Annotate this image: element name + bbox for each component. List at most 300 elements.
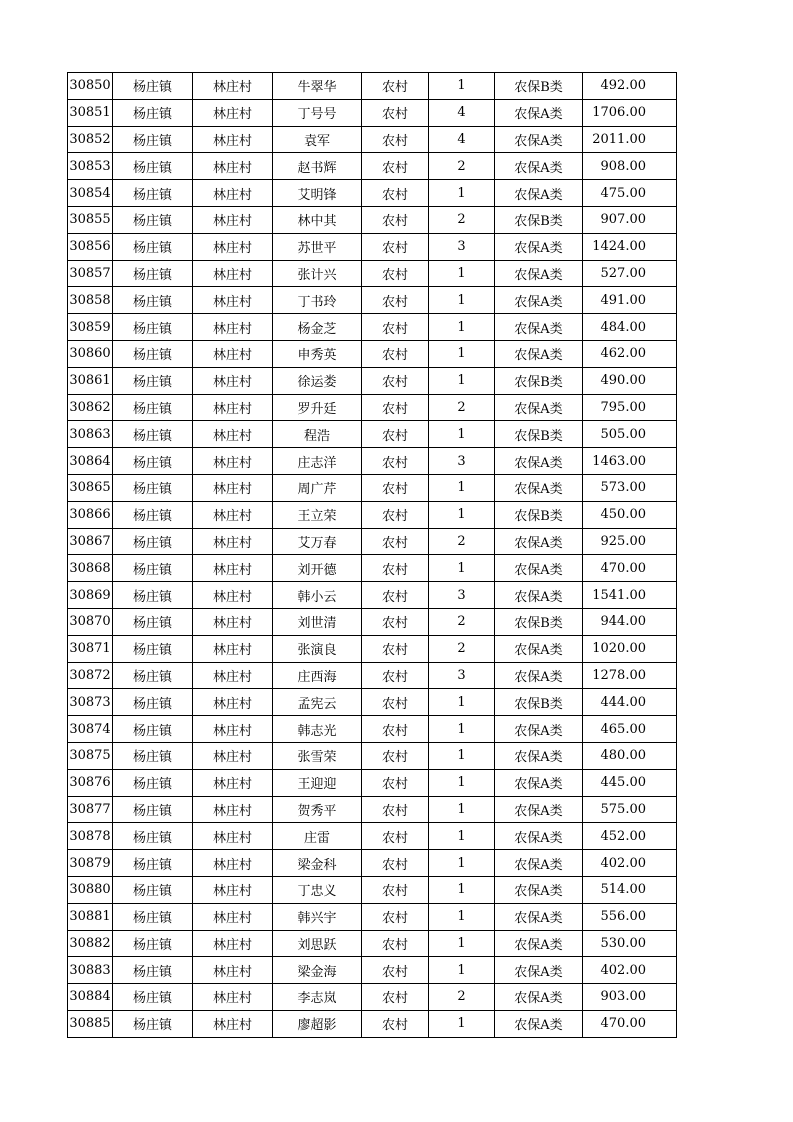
household-count-cell: 3 (429, 448, 495, 475)
household-count-cell: 2 (429, 635, 495, 662)
person-name-cell: 王迎迎 (273, 769, 362, 796)
person-name-cell: 刘思跃 (273, 930, 362, 957)
person-name-cell: 张雪荣 (273, 742, 362, 769)
town-cell: 杨庄镇 (113, 608, 193, 635)
town-cell: 杨庄镇 (113, 73, 193, 100)
table-row (68, 957, 677, 984)
person-name-cell: 庄西海 (273, 662, 362, 689)
record-id-cell: 30883 (68, 957, 113, 984)
amount-cell: 505.00 (583, 421, 677, 448)
amount-cell: 480.00 (583, 742, 677, 769)
amount-cell: 908.00 (583, 153, 677, 180)
village-cell: 林庄村 (193, 501, 273, 528)
amount-cell: 903.00 (583, 984, 677, 1011)
amount-cell: 470.00 (583, 555, 677, 582)
town-cell: 杨庄镇 (113, 582, 193, 609)
record-id-cell: 30872 (68, 662, 113, 689)
amount-cell: 1278.00 (583, 662, 677, 689)
village-cell: 林庄村 (193, 582, 273, 609)
insurance-category-cell: 农保A类 (495, 876, 583, 903)
insurance-category-cell: 农保B类 (495, 689, 583, 716)
household-count-cell: 1 (429, 421, 495, 448)
household-count-cell: 1 (429, 957, 495, 984)
village-cell: 林庄村 (193, 474, 273, 501)
town-cell: 杨庄镇 (113, 742, 193, 769)
record-id-cell: 30851 (68, 99, 113, 126)
village-cell: 林庄村 (193, 716, 273, 743)
person-name-cell: 韩兴宇 (273, 903, 362, 930)
area-type-cell: 农村 (362, 501, 429, 528)
insurance-category-cell: 农保B类 (495, 367, 583, 394)
person-name-cell: 周广芹 (273, 474, 362, 501)
town-cell: 杨庄镇 (113, 367, 193, 394)
insurance-category-cell: 农保A类 (495, 153, 583, 180)
table-row (68, 850, 677, 877)
table-row (68, 689, 677, 716)
insurance-category-cell: 农保A类 (495, 984, 583, 1011)
household-count-cell: 3 (429, 662, 495, 689)
town-cell: 杨庄镇 (113, 662, 193, 689)
record-id-cell: 30882 (68, 930, 113, 957)
person-name-cell: 丁号号 (273, 99, 362, 126)
village-cell: 林庄村 (193, 850, 273, 877)
table-row (68, 796, 677, 823)
amount-cell: 465.00 (583, 716, 677, 743)
village-cell: 林庄村 (193, 689, 273, 716)
town-cell: 杨庄镇 (113, 501, 193, 528)
village-cell: 林庄村 (193, 555, 273, 582)
town-cell: 杨庄镇 (113, 1010, 193, 1037)
amount-cell: 907.00 (583, 206, 677, 233)
household-count-cell: 1 (429, 796, 495, 823)
person-name-cell: 徐运娄 (273, 367, 362, 394)
insurance-category-cell: 农保A类 (495, 126, 583, 153)
town-cell: 杨庄镇 (113, 421, 193, 448)
household-count-cell: 1 (429, 742, 495, 769)
record-id-cell: 30868 (68, 555, 113, 582)
table-row (68, 474, 677, 501)
table-row (68, 501, 677, 528)
area-type-cell: 农村 (362, 850, 429, 877)
table-row (68, 716, 677, 743)
insurance-category-cell: 农保A类 (495, 662, 583, 689)
amount-cell: 527.00 (583, 260, 677, 287)
person-name-cell: 罗升廷 (273, 394, 362, 421)
insurance-category-cell: 农保B类 (495, 206, 583, 233)
person-name-cell: 李志岚 (273, 984, 362, 1011)
amount-cell: 402.00 (583, 850, 677, 877)
village-cell: 林庄村 (193, 662, 273, 689)
person-name-cell: 刘开德 (273, 555, 362, 582)
household-count-cell: 1 (429, 340, 495, 367)
record-id-cell: 30884 (68, 984, 113, 1011)
town-cell: 杨庄镇 (113, 528, 193, 555)
amount-cell: 944.00 (583, 608, 677, 635)
roster-body (68, 73, 677, 1038)
table-row (68, 1010, 677, 1037)
household-count-cell: 1 (429, 876, 495, 903)
record-id-cell: 30855 (68, 206, 113, 233)
household-count-cell: 1 (429, 180, 495, 207)
town-cell: 杨庄镇 (113, 769, 193, 796)
village-cell: 林庄村 (193, 528, 273, 555)
village-cell: 林庄村 (193, 367, 273, 394)
area-type-cell: 农村 (362, 367, 429, 394)
household-count-cell: 1 (429, 501, 495, 528)
person-name-cell: 艾明锋 (273, 180, 362, 207)
record-id-cell: 30877 (68, 796, 113, 823)
amount-cell: 450.00 (583, 501, 677, 528)
village-cell: 林庄村 (193, 394, 273, 421)
town-cell: 杨庄镇 (113, 689, 193, 716)
village-cell: 林庄村 (193, 180, 273, 207)
amount-cell: 925.00 (583, 528, 677, 555)
household-count-cell: 1 (429, 367, 495, 394)
town-cell: 杨庄镇 (113, 850, 193, 877)
amount-cell: 1424.00 (583, 233, 677, 260)
table-row (68, 662, 677, 689)
area-type-cell: 农村 (362, 126, 429, 153)
record-id-cell: 30863 (68, 421, 113, 448)
area-type-cell: 农村 (362, 340, 429, 367)
area-type-cell: 农村 (362, 635, 429, 662)
insurance-category-cell: 农保B类 (495, 421, 583, 448)
town-cell: 杨庄镇 (113, 126, 193, 153)
record-id-cell: 30866 (68, 501, 113, 528)
table-row (68, 287, 677, 314)
person-name-cell: 贺秀平 (273, 796, 362, 823)
area-type-cell: 农村 (362, 153, 429, 180)
household-count-cell: 2 (429, 608, 495, 635)
area-type-cell: 农村 (362, 796, 429, 823)
town-cell: 杨庄镇 (113, 153, 193, 180)
record-id-cell: 30858 (68, 287, 113, 314)
town-cell: 杨庄镇 (113, 823, 193, 850)
household-count-cell: 1 (429, 73, 495, 100)
household-count-cell: 2 (429, 528, 495, 555)
amount-cell: 1706.00 (583, 99, 677, 126)
table-row (68, 742, 677, 769)
household-count-cell: 4 (429, 126, 495, 153)
insurance-category-cell: 农保A类 (495, 769, 583, 796)
table-row (68, 769, 677, 796)
record-id-cell: 30854 (68, 180, 113, 207)
insurance-category-cell: 农保A类 (495, 528, 583, 555)
area-type-cell: 农村 (362, 233, 429, 260)
town-cell: 杨庄镇 (113, 448, 193, 475)
amount-cell: 452.00 (583, 823, 677, 850)
person-name-cell: 韩小云 (273, 582, 362, 609)
area-type-cell: 农村 (362, 448, 429, 475)
amount-cell: 475.00 (583, 180, 677, 207)
village-cell: 林庄村 (193, 153, 273, 180)
area-type-cell: 农村 (362, 903, 429, 930)
household-count-cell: 1 (429, 474, 495, 501)
record-id-cell: 30881 (68, 903, 113, 930)
person-name-cell: 孟宪云 (273, 689, 362, 716)
town-cell: 杨庄镇 (113, 394, 193, 421)
insurance-category-cell: 农保A类 (495, 796, 583, 823)
record-id-cell: 30860 (68, 340, 113, 367)
town-cell: 杨庄镇 (113, 180, 193, 207)
table-row (68, 528, 677, 555)
record-id-cell: 30878 (68, 823, 113, 850)
table-row (68, 73, 677, 100)
amount-cell: 795.00 (583, 394, 677, 421)
record-id-cell: 30874 (68, 716, 113, 743)
village-cell: 林庄村 (193, 957, 273, 984)
household-count-cell: 1 (429, 850, 495, 877)
person-name-cell: 申秀英 (273, 340, 362, 367)
amount-cell: 470.00 (583, 1010, 677, 1037)
table-row (68, 394, 677, 421)
village-cell: 林庄村 (193, 635, 273, 662)
person-name-cell: 张计兴 (273, 260, 362, 287)
insurance-category-cell: 农保A类 (495, 260, 583, 287)
village-cell: 林庄村 (193, 769, 273, 796)
record-id-cell: 30879 (68, 850, 113, 877)
village-cell: 林庄村 (193, 796, 273, 823)
household-count-cell: 2 (429, 206, 495, 233)
area-type-cell: 农村 (362, 99, 429, 126)
household-count-cell: 4 (429, 99, 495, 126)
record-id-cell: 30852 (68, 126, 113, 153)
person-name-cell: 苏世平 (273, 233, 362, 260)
table-row (68, 153, 677, 180)
insurance-category-cell: 农保A类 (495, 957, 583, 984)
table-row (68, 903, 677, 930)
area-type-cell: 农村 (362, 984, 429, 1011)
town-cell: 杨庄镇 (113, 206, 193, 233)
insurance-category-cell: 农保A类 (495, 448, 583, 475)
person-name-cell: 王立荣 (273, 501, 362, 528)
person-name-cell: 梁金科 (273, 850, 362, 877)
village-cell: 林庄村 (193, 903, 273, 930)
town-cell: 杨庄镇 (113, 287, 193, 314)
insurance-category-cell: 农保A类 (495, 99, 583, 126)
table-row (68, 421, 677, 448)
record-id-cell: 30859 (68, 314, 113, 341)
table-row (68, 314, 677, 341)
household-count-cell: 1 (429, 1010, 495, 1037)
record-id-cell: 30856 (68, 233, 113, 260)
town-cell: 杨庄镇 (113, 957, 193, 984)
person-name-cell: 廖超影 (273, 1010, 362, 1037)
table-row (68, 876, 677, 903)
area-type-cell: 农村 (362, 73, 429, 100)
town-cell: 杨庄镇 (113, 635, 193, 662)
household-count-cell: 1 (429, 716, 495, 743)
record-id-cell: 30869 (68, 582, 113, 609)
village-cell: 林庄村 (193, 260, 273, 287)
amount-cell: 492.00 (583, 73, 677, 100)
village-cell: 林庄村 (193, 206, 273, 233)
household-count-cell: 1 (429, 314, 495, 341)
village-cell: 林庄村 (193, 126, 273, 153)
table-row (68, 823, 677, 850)
amount-cell: 462.00 (583, 340, 677, 367)
town-cell: 杨庄镇 (113, 716, 193, 743)
table-row (68, 260, 677, 287)
insurance-category-cell: 农保B类 (495, 608, 583, 635)
village-cell: 林庄村 (193, 823, 273, 850)
person-name-cell: 庄志洋 (273, 448, 362, 475)
insurance-category-cell: 农保A类 (495, 394, 583, 421)
area-type-cell: 农村 (362, 314, 429, 341)
area-type-cell: 农村 (362, 769, 429, 796)
person-name-cell: 林中其 (273, 206, 362, 233)
insurance-category-cell: 农保A类 (495, 314, 583, 341)
amount-cell: 484.00 (583, 314, 677, 341)
insurance-category-cell: 农保A类 (495, 287, 583, 314)
record-id-cell: 30864 (68, 448, 113, 475)
village-cell: 林庄村 (193, 73, 273, 100)
household-count-cell: 1 (429, 287, 495, 314)
village-cell: 林庄村 (193, 99, 273, 126)
village-cell: 林庄村 (193, 1010, 273, 1037)
village-cell: 林庄村 (193, 314, 273, 341)
person-name-cell: 赵书辉 (273, 153, 362, 180)
table-row (68, 608, 677, 635)
town-cell: 杨庄镇 (113, 903, 193, 930)
record-id-cell: 30875 (68, 742, 113, 769)
town-cell: 杨庄镇 (113, 99, 193, 126)
town-cell: 杨庄镇 (113, 876, 193, 903)
record-id-cell: 30865 (68, 474, 113, 501)
town-cell: 杨庄镇 (113, 474, 193, 501)
table-row (68, 448, 677, 475)
household-count-cell: 1 (429, 823, 495, 850)
town-cell: 杨庄镇 (113, 340, 193, 367)
record-id-cell: 30862 (68, 394, 113, 421)
person-name-cell: 杨金芝 (273, 314, 362, 341)
record-id-cell: 30857 (68, 260, 113, 287)
area-type-cell: 农村 (362, 1010, 429, 1037)
insurance-category-cell: 农保A类 (495, 742, 583, 769)
insurance-category-cell: 农保A类 (495, 555, 583, 582)
area-type-cell: 农村 (362, 421, 429, 448)
table-row (68, 582, 677, 609)
record-id-cell: 30850 (68, 73, 113, 100)
household-count-cell: 3 (429, 582, 495, 609)
insurance-category-cell: 农保A类 (495, 1010, 583, 1037)
village-cell: 林庄村 (193, 742, 273, 769)
household-count-cell: 2 (429, 153, 495, 180)
insurance-category-cell: 农保B类 (495, 73, 583, 100)
record-id-cell: 30861 (68, 367, 113, 394)
area-type-cell: 农村 (362, 528, 429, 555)
area-type-cell: 农村 (362, 474, 429, 501)
amount-cell: 491.00 (583, 287, 677, 314)
table-row (68, 206, 677, 233)
household-count-cell: 1 (429, 930, 495, 957)
amount-cell: 445.00 (583, 769, 677, 796)
household-count-cell: 1 (429, 769, 495, 796)
area-type-cell: 农村 (362, 582, 429, 609)
household-count-cell: 2 (429, 984, 495, 1011)
household-count-cell: 1 (429, 260, 495, 287)
insurance-category-cell: 农保A类 (495, 930, 583, 957)
person-name-cell: 艾万春 (273, 528, 362, 555)
table-row (68, 233, 677, 260)
area-type-cell: 农村 (362, 716, 429, 743)
record-id-cell: 30873 (68, 689, 113, 716)
record-id-cell: 30871 (68, 635, 113, 662)
insurance-category-cell: 农保A类 (495, 635, 583, 662)
area-type-cell: 农村 (362, 689, 429, 716)
town-cell: 杨庄镇 (113, 555, 193, 582)
area-type-cell: 农村 (362, 957, 429, 984)
amount-cell: 573.00 (583, 474, 677, 501)
person-name-cell: 袁军 (273, 126, 362, 153)
insurance-category-cell: 农保A类 (495, 233, 583, 260)
amount-cell: 514.00 (583, 876, 677, 903)
person-name-cell: 程浩 (273, 421, 362, 448)
town-cell: 杨庄镇 (113, 796, 193, 823)
area-type-cell: 农村 (362, 930, 429, 957)
amount-cell: 556.00 (583, 903, 677, 930)
person-name-cell: 梁金海 (273, 957, 362, 984)
insurance-category-cell: 农保A类 (495, 850, 583, 877)
table-row (68, 180, 677, 207)
village-cell: 林庄村 (193, 233, 273, 260)
area-type-cell: 农村 (362, 287, 429, 314)
amount-cell: 1020.00 (583, 635, 677, 662)
person-name-cell: 刘世清 (273, 608, 362, 635)
person-name-cell: 牛翠华 (273, 73, 362, 100)
table-row (68, 984, 677, 1011)
record-id-cell: 30880 (68, 876, 113, 903)
record-id-cell: 30853 (68, 153, 113, 180)
area-type-cell: 农村 (362, 180, 429, 207)
person-name-cell: 张演良 (273, 635, 362, 662)
insurance-category-cell: 农保A类 (495, 340, 583, 367)
town-cell: 杨庄镇 (113, 984, 193, 1011)
person-name-cell: 庄雷 (273, 823, 362, 850)
record-id-cell: 30885 (68, 1010, 113, 1037)
insurance-category-cell: 农保A类 (495, 716, 583, 743)
amount-cell: 1463.00 (583, 448, 677, 475)
village-cell: 林庄村 (193, 876, 273, 903)
record-id-cell: 30876 (68, 769, 113, 796)
person-name-cell: 丁忠义 (273, 876, 362, 903)
area-type-cell: 农村 (362, 608, 429, 635)
amount-cell: 2011.00 (583, 126, 677, 153)
village-cell: 林庄村 (193, 421, 273, 448)
household-count-cell: 1 (429, 903, 495, 930)
record-id-cell: 30870 (68, 608, 113, 635)
insurance-category-cell: 农保A类 (495, 823, 583, 850)
town-cell: 杨庄镇 (113, 233, 193, 260)
table-row (68, 930, 677, 957)
area-type-cell: 农村 (362, 260, 429, 287)
area-type-cell: 农村 (362, 742, 429, 769)
village-cell: 林庄村 (193, 340, 273, 367)
amount-cell: 530.00 (583, 930, 677, 957)
household-count-cell: 2 (429, 394, 495, 421)
town-cell: 杨庄镇 (113, 260, 193, 287)
village-cell: 林庄村 (193, 608, 273, 635)
area-type-cell: 农村 (362, 555, 429, 582)
amount-cell: 1541.00 (583, 582, 677, 609)
area-type-cell: 农村 (362, 823, 429, 850)
town-cell: 杨庄镇 (113, 930, 193, 957)
household-count-cell: 1 (429, 689, 495, 716)
amount-cell: 575.00 (583, 796, 677, 823)
village-cell: 林庄村 (193, 930, 273, 957)
insurance-category-cell: 农保A类 (495, 474, 583, 501)
insurance-category-cell: 农保A类 (495, 582, 583, 609)
